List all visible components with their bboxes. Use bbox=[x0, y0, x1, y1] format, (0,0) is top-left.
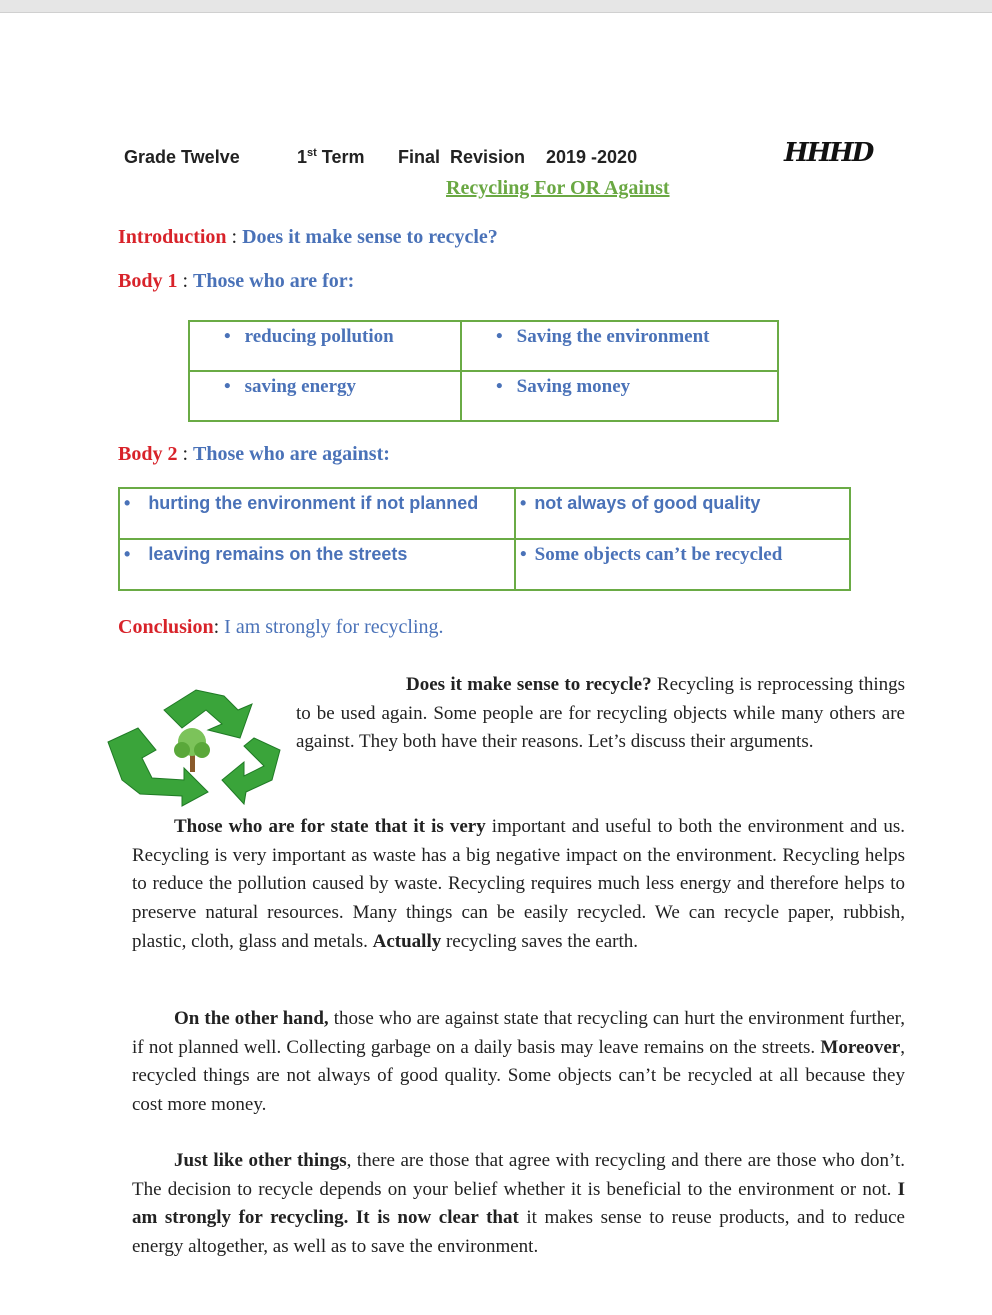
body2-line bbox=[118, 443, 390, 466]
table-cell: • Saving money bbox=[461, 371, 778, 421]
cell-text: not always of good quality bbox=[534, 493, 761, 513]
table-cell: • hurting the environment if not planned bbox=[119, 488, 515, 539]
bold-text: Does it make sense to recycle? bbox=[406, 674, 652, 695]
term-label bbox=[297, 147, 364, 168]
cell-text: leaving remains on the streets bbox=[148, 544, 408, 564]
cell-text: Saving money bbox=[516, 376, 631, 397]
term-number: 1 bbox=[297, 147, 308, 167]
bold-text: I am strongly for recycling. It is now clear that bbox=[132, 1178, 905, 1229]
term-suffix: st bbox=[307, 147, 317, 159]
term-word: Term bbox=[316, 147, 365, 167]
for-arguments-table bbox=[188, 320, 779, 422]
logo: HHHD bbox=[784, 138, 873, 168]
separator: : bbox=[213, 616, 225, 638]
cell-text: reducing pollution bbox=[244, 326, 394, 347]
body1-text: Those who are for: bbox=[193, 270, 355, 292]
bold-text: Moreover bbox=[820, 1036, 901, 1058]
table-cell: • reducing pollution bbox=[189, 321, 461, 371]
text: it makes sense to reuse products, and to reduce energy altogether, as well as to save the environment. bbox=[132, 1207, 905, 1258]
text: , recycled things are not always of good quality. Some objects can’t be recycled at all because they cost more money. bbox=[132, 1036, 905, 1116]
text: those who are against state that recycling can hurt the environment further, if not planned well. Collecting garbage on a daily basis may leave remains on the streets. bbox=[132, 1008, 905, 1058]
body1-label: Body 1 bbox=[118, 270, 178, 292]
viewer-top-bar bbox=[0, 0, 992, 13]
introduction-line bbox=[118, 226, 498, 249]
text: important and useful to both the environment and us. Recycling is very important as waste has a big negative impact on the environment. Recycling helps to reduce the pollution caused by waste. Recycling requires much less energy and therefore helps to preserve natural resources. Many things can be easily recycled. We can recycle paper, rubbish, plastic, cloth, glass and metals. bbox=[132, 816, 905, 952]
bold-text: Those who are for state that it is very bbox=[174, 816, 486, 837]
paragraph-intro bbox=[132, 671, 905, 783]
separator: : bbox=[226, 226, 243, 248]
revision-label: Final Revision bbox=[398, 147, 526, 167]
text: recycling saves the earth. bbox=[441, 930, 639, 952]
table-cell: • Saving the environment bbox=[461, 321, 778, 371]
text: , there are those that agree with recycling and there are those who don’t. The decision to recycle depends on your belief whether it is beneficial to the environment or not. bbox=[132, 1150, 905, 1200]
table-cell: • saving energy bbox=[189, 371, 461, 421]
body1-line bbox=[118, 270, 354, 293]
text: Recycling is reprocessing things to be used again. Some people are for recycling objects while many others are against. They both have their reasons. Let’s discuss their arguments. bbox=[296, 674, 905, 753]
paragraph-against bbox=[132, 1005, 905, 1120]
table-cell: • Some objects can’t be recycled bbox=[515, 539, 850, 590]
cell-text: saving energy bbox=[244, 376, 357, 397]
separator: : bbox=[177, 270, 194, 292]
bold-text: Just like other things bbox=[174, 1150, 347, 1171]
conclusion-line bbox=[118, 616, 444, 639]
cell-text: hurting the environment if not planned bbox=[148, 493, 479, 513]
against-arguments-table bbox=[118, 487, 851, 591]
introduction-text: Does it make sense to recycle? bbox=[242, 226, 498, 248]
conclusion-label: Conclusion bbox=[118, 616, 214, 638]
conclusion-text: I am strongly for recycling. bbox=[224, 616, 444, 638]
bold-text: Actually bbox=[372, 930, 442, 952]
bold-text: On the other hand, bbox=[174, 1008, 329, 1029]
body2-text: Those who are against: bbox=[193, 443, 390, 465]
table-cell: • not always of good quality bbox=[515, 488, 850, 539]
grade-label: Grade Twelve bbox=[124, 147, 240, 167]
cell-text: Saving the environment bbox=[516, 326, 710, 347]
year-label: 2019 -2020 bbox=[546, 147, 638, 167]
paragraph-for bbox=[132, 813, 905, 957]
introduction-label: Introduction bbox=[118, 226, 227, 248]
table-cell: • leaving remains on the streets bbox=[119, 539, 515, 590]
image-float-space bbox=[132, 671, 296, 783]
document-title: Recycling For OR Against bbox=[446, 177, 670, 199]
body2-label: Body 2 bbox=[118, 443, 178, 465]
cell-text: Some objects can’t be recycled bbox=[534, 544, 783, 565]
paragraph-conclusion bbox=[132, 1147, 905, 1262]
separator: : bbox=[177, 443, 194, 465]
